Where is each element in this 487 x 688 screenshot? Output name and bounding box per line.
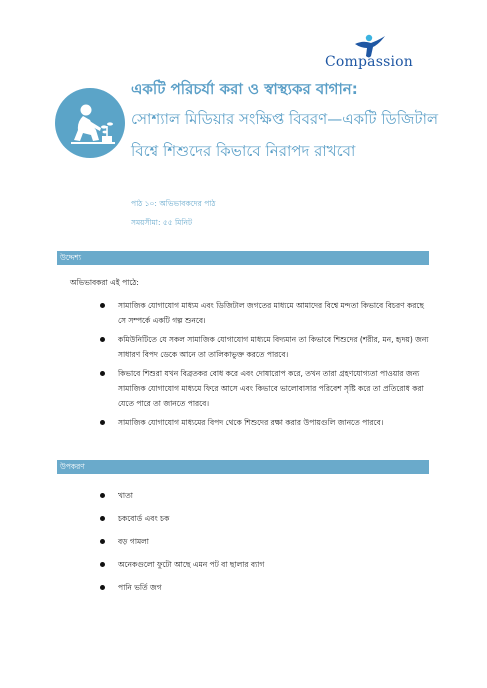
list-item <box>100 298 430 328</box>
bullet-icon <box>100 371 105 376</box>
page-title-line-1: একটি পরিচর্যা করা ও স্বাস্থ্যকর বাগান: <box>131 80 358 98</box>
objectives-intro: অভিভাবকরা এই পাঠে: <box>70 278 139 287</box>
gardener-icon <box>55 88 125 158</box>
materials-list <box>100 488 430 603</box>
compassion-logo <box>309 34 429 74</box>
list-item-text: চকবোর্ড এবং চক <box>118 514 170 523</box>
list-item-text: অনেকগুলো ফুটো আছে এমন পট বা ছালার ব্যাগ <box>118 560 265 569</box>
page-title-line-2: সোশ্যাল মিডিয়ার সংক্ষিপ্ত বিবরণ—একটি ডিজিটাল বিশ্বে শিশুদের কিভাবে নিরাপদ রাখবো <box>131 110 439 160</box>
section-heading-objectives: উদ্দেশ্য <box>57 251 429 265</box>
list-item <box>100 511 430 526</box>
lesson-icon-circle <box>55 88 125 158</box>
bullet-icon <box>100 539 105 544</box>
list-item <box>100 332 430 362</box>
list-item <box>100 557 430 572</box>
list-item-text: পানি ভর্তি জগ <box>118 583 162 592</box>
list-item-text: খাতা <box>118 491 133 500</box>
bullet-icon <box>100 493 105 498</box>
bullet-icon <box>100 303 105 308</box>
list-item-text: কমিউনিটিতে যে সকল সামাজিক যোগাযোগ মাধ্যমে বিদ্যমান তা কিভাবে শিশুদের (শরীর, মন, হৃদয়) জন্য সাধারণ বিপদ ডেকে আনে তা তালিকাভুক্ত করতে পারবে। <box>118 335 429 359</box>
bullet-icon <box>100 420 105 425</box>
lesson-number: পাঠ ১০: অভিভাবকদের পাঠ <box>131 199 216 208</box>
list-item <box>100 366 430 411</box>
list-item <box>100 534 430 549</box>
list-item <box>100 580 430 595</box>
objectives-list <box>100 298 430 434</box>
bullet-icon <box>100 337 105 342</box>
bullet-icon <box>100 562 105 567</box>
list-item <box>100 488 430 503</box>
brand-name: Compassion <box>324 54 414 70</box>
list-item-text: কিভাবে শিশুরা যখন বিব্রতকর বোধ করে এবং দোষারোপ করে, তখন তারা গ্রহণযোগ্যতা পাওয়ার জন্য সামাজিক যোগাযোগ মাধ্যমে ফিরে আসে এবং কিভাবে ভালোবাসার পরিবেশ সৃষ্টি করে তা প্রতিরোধ করা যেতে পারে তা জানতে পারবে। <box>118 369 424 408</box>
section-heading-materials: উপকরণ <box>57 460 429 474</box>
bullet-icon <box>100 516 105 521</box>
list-item-text: সামাজিক যোগাযোগ মাধ্যম এবং ডিজিটাল জগতের মাধ্যমে আমাদের বিশ্বে মন্দতা কিভাবে বিচরণ করছে সে সম্পর্কে একটি গল্প শুনবে। <box>118 301 424 325</box>
list-item-text: বড় গামলা <box>118 537 149 546</box>
list-item <box>100 415 430 430</box>
bullet-icon <box>100 585 105 590</box>
list-item-text: সামাজিক যোগাযোগ মাধ্যমের বিপদ থেকে শিশুদের রক্ষা করার উপায়গুলি জানতে পারবে। <box>118 418 384 427</box>
lesson-duration: সময়সীমা: ৫৫ মিনিট <box>131 218 193 227</box>
